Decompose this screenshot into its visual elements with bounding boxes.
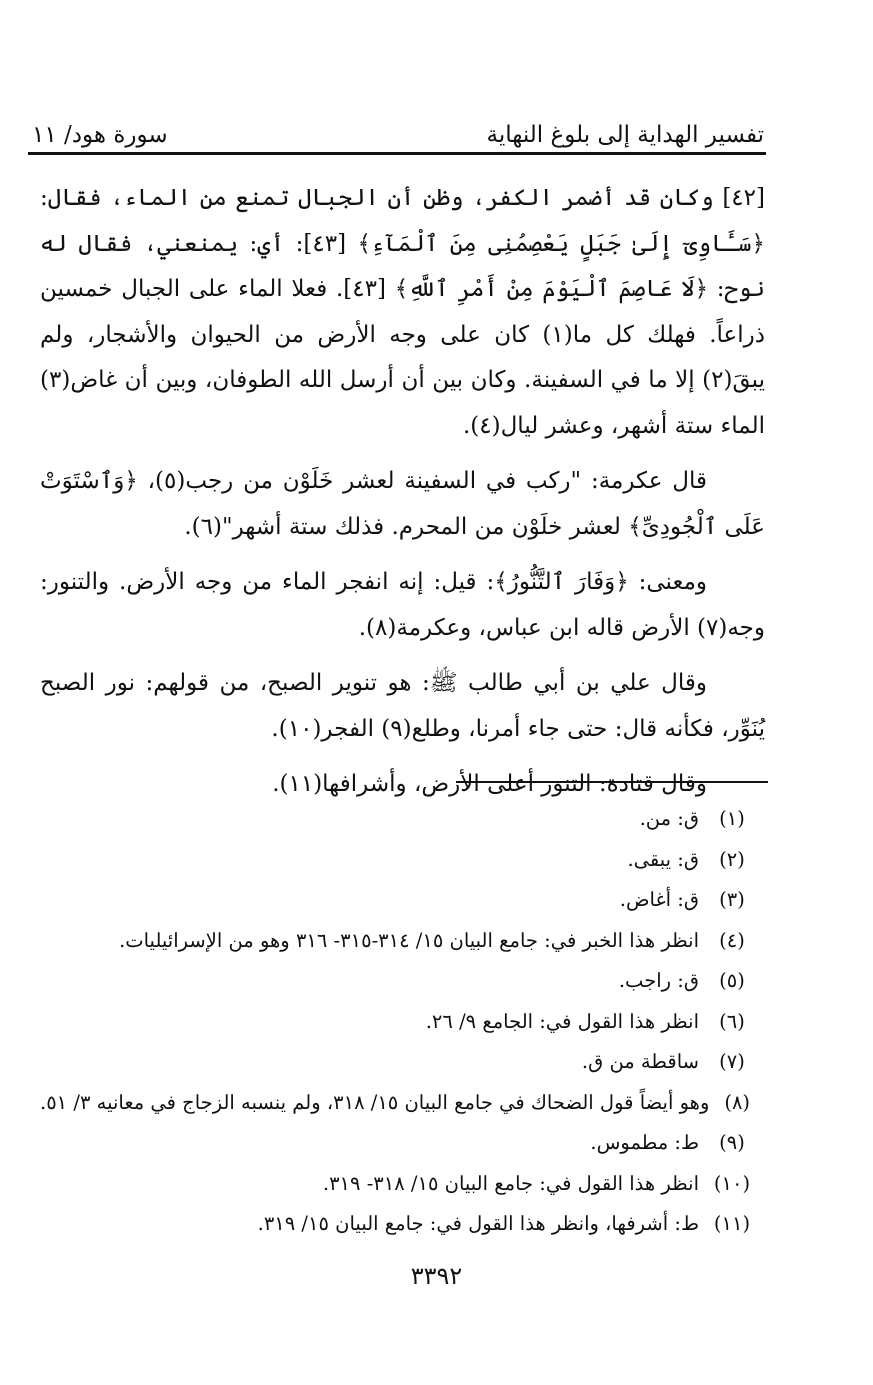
footnote-number: (٩): [719, 1131, 745, 1154]
footnote: [40, 799, 765, 840]
footnotes: [40, 799, 765, 1245]
footnote: [40, 1002, 765, 1043]
paragraph-2: قال عكرمة: "ركب في السفينة لعشر خَلَوْن من رجب(٥)، ﴿وَٱسْتَوَتْ عَلَى ٱلْجُودِىِّ﴾ لعشر خلَوْن من المحرم. فذلك ستة أشهر"(٦).: [40, 468, 765, 540]
footnote-number: (٣): [719, 888, 745, 911]
footnote-text: انظر هذا القول في: الجامع ٩/ ٢٦.: [425, 1009, 699, 1033]
footnote-number: (١): [719, 807, 745, 830]
footnote: [40, 1083, 765, 1124]
footnote-text: وهو أيضاً قول الضحاك في جامع البيان ١٥/ ٣١٨، ولم ينسبه الزجاج في معانيه ٣/ ٥١.: [40, 1090, 710, 1114]
footnote-number: (٧): [719, 1050, 745, 1073]
footnote-text: ط: أشرفها، وانظر هذا القول في: جامع البيان ١٥/ ٣١٩.: [257, 1212, 699, 1235]
header-rule: [28, 152, 766, 155]
paragraph-5: وقال قتادة: التنور أعلى الأرض، وأشرافها(١١).: [272, 771, 707, 797]
footnote-text: ق: أغاض.: [619, 888, 699, 911]
footnote: [40, 880, 765, 921]
footnote: [40, 1042, 765, 1083]
footnote-separator: [456, 781, 768, 783]
main-text: [40, 176, 765, 808]
footnote-number: (٨): [724, 1090, 751, 1114]
footnote-text: ق: يبقى.: [627, 847, 699, 871]
header-surah: سورة هود/ ١١: [32, 122, 168, 148]
footnote-number: (٥): [719, 969, 745, 992]
footnote-text: انظر هذا الخبر في: جامع البيان ١٥/ ٣١٤-٣١٥- ٣١٦ وهو من الإسرائيليات.: [119, 928, 699, 952]
header-book-title: تفسير الهداية إلى بلوغ النهاية: [486, 122, 764, 148]
footnote-text: انظر هذا القول في: جامع البيان ١٥/ ٣١٨- ٣١٩.: [322, 1171, 699, 1195]
running-header: [32, 112, 764, 148]
footnote-number: (١١): [713, 1212, 751, 1235]
footnote: [40, 1204, 765, 1245]
footnote-number: (٢): [719, 847, 745, 871]
paragraph-1: [٤٢] وكان قد أضمر الكفر، وظن أن الجبال تمنع من الماء، فقال: ﴿سَـَٔاوِىٓ إِلَىٰ جَبَلٍ يَعْصِمُنِى مِنَ ٱلْمَآءِ﴾ [٤٣]: أي: يمنعني، فقال له نوح: ﴿لَا عَاصِمَ ٱلْيَوْمَ مِنْ أَمْرِ ٱللَّهِ﴾ [٤٣]. فعلا الماء على الجبال خمسين ذراعاً. فهلك كل ما(١) كان على وجه الأرض من الحيوان والأشجار، ولم يبقَ(٢) إلا ما في السفينة. وكان بين أن أرسل الله الطوفان، وبين أن غاض(٣) الماء ستة أشهر، وعشر ليال(٤).: [40, 185, 766, 439]
footnote-text: ط: مطموس.: [590, 1131, 699, 1154]
footnote-number: (٤): [719, 928, 745, 952]
footnote: [40, 921, 765, 962]
footnote-text: ق: من.: [639, 807, 699, 830]
paragraph-4: وقال علي بن أبي طالب ﷺ: هو تنوير الصبح، من قولهم: نور الصبح يُنَوِّر، فكأنه قال: حتى جاء أمرنا، وطلع(٩) الفجر(١٠).: [40, 670, 765, 742]
footnote-text: ق: راجب.: [618, 969, 699, 992]
footnote: [40, 1164, 765, 1205]
footnote: [40, 961, 765, 1002]
footnote-number: (١٠): [713, 1171, 751, 1195]
footnote-number: (٦): [719, 1009, 745, 1033]
footnote: [40, 840, 765, 881]
footnote-text: ساقطة من ق.: [581, 1050, 699, 1073]
paragraph-3: ومعنى: ﴿وَفَارَ ٱلتَّنُّورُ﴾: قيل: إنه انفجر الماء من وجه الأرض. والتنور: وجه(٧) الأرض قاله ابن عباس، وعكرمة(٨).: [40, 569, 765, 641]
page-number: ٣٣٩٢: [410, 1262, 463, 1290]
footnote: [40, 1123, 765, 1164]
